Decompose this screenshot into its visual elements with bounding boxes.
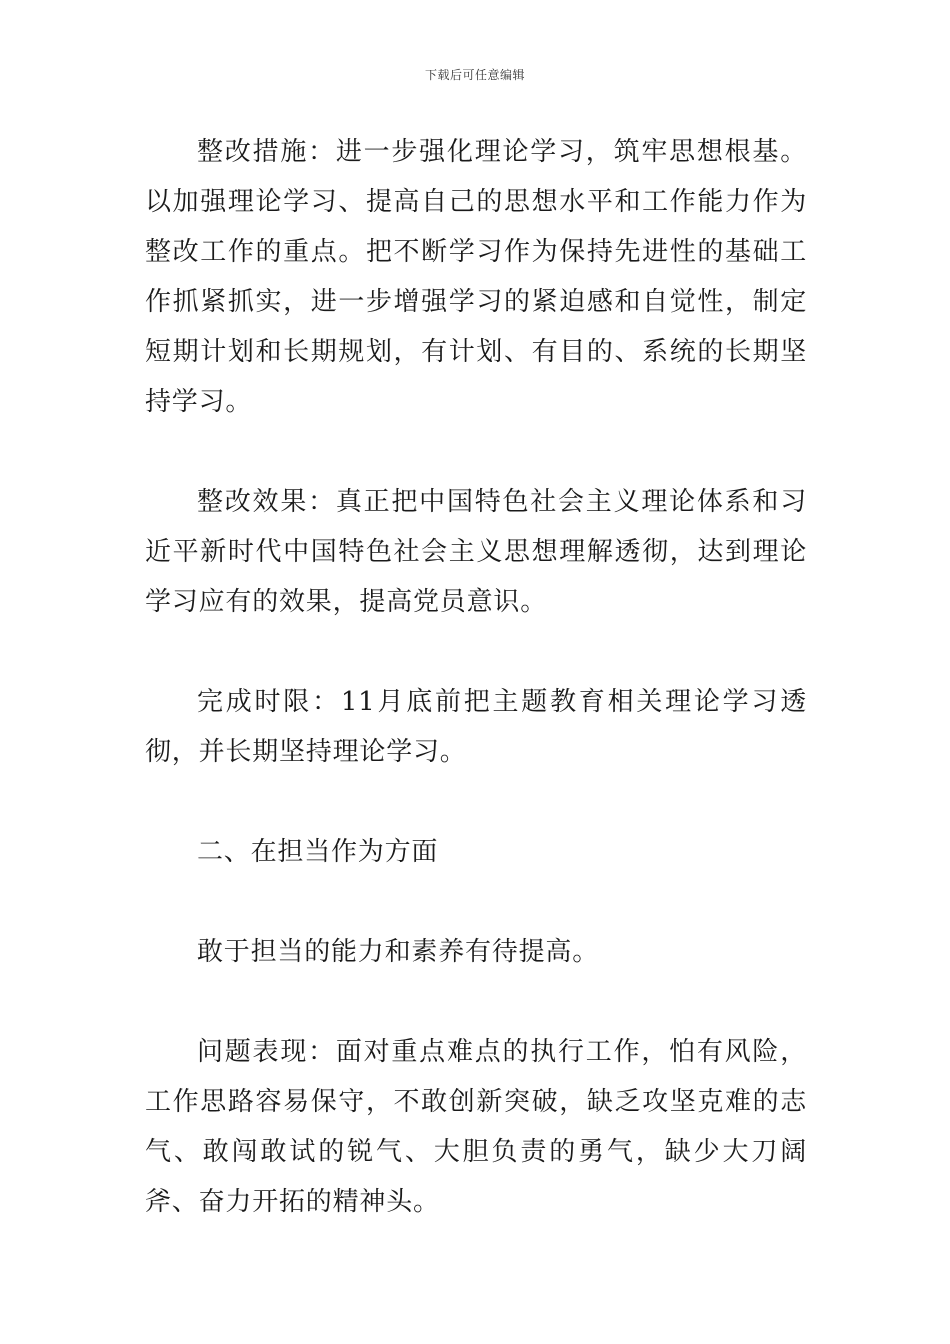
section-heading-responsibility: 二、在担当作为方面 — [197, 837, 439, 867]
document-body — [145, 127, 807, 1227]
paragraph-rectification-effect: 整改效果：真正把中国特色社会主义理论体系和习近平新时代中国特色社会主义思想理解透彻，达到理论学习应有的效果，提高党员意识。 — [145, 487, 807, 617]
paragraph-ability-to-improve: 敢于担当的能力和素养有待提高。 — [197, 937, 600, 967]
paragraph-completion-deadline: 完成时限：11月底前把主题教育相关理论学习透彻，并长期坚持理论学习。 — [145, 687, 807, 767]
page-header-note: 下载后可任意编辑 — [424, 68, 525, 82]
paragraph-rectification-measures: 整改措施：进一步强化理论学习，筑牢思想根基。以加强理论学习、提高自己的思想水平和工作能力作为整改工作的重点。把不断学习作为保持先进性的基础工作抓紧抓实，进一步增强学习的紧迫感和自觉性，制定短期计划和长期规划，有计划、有目的、系统的长期坚持学习。 — [145, 137, 807, 417]
paragraph-problem-manifestation: 问题表现：面对重点难点的执行工作，怕有风险，工作思路容易保守，不敢创新突破，缺乏攻坚克难的志气、敢闯敢试的锐气、大胆负责的勇气，缺少大刀阔斧、奋力开拓的精神头。 — [145, 1037, 807, 1217]
